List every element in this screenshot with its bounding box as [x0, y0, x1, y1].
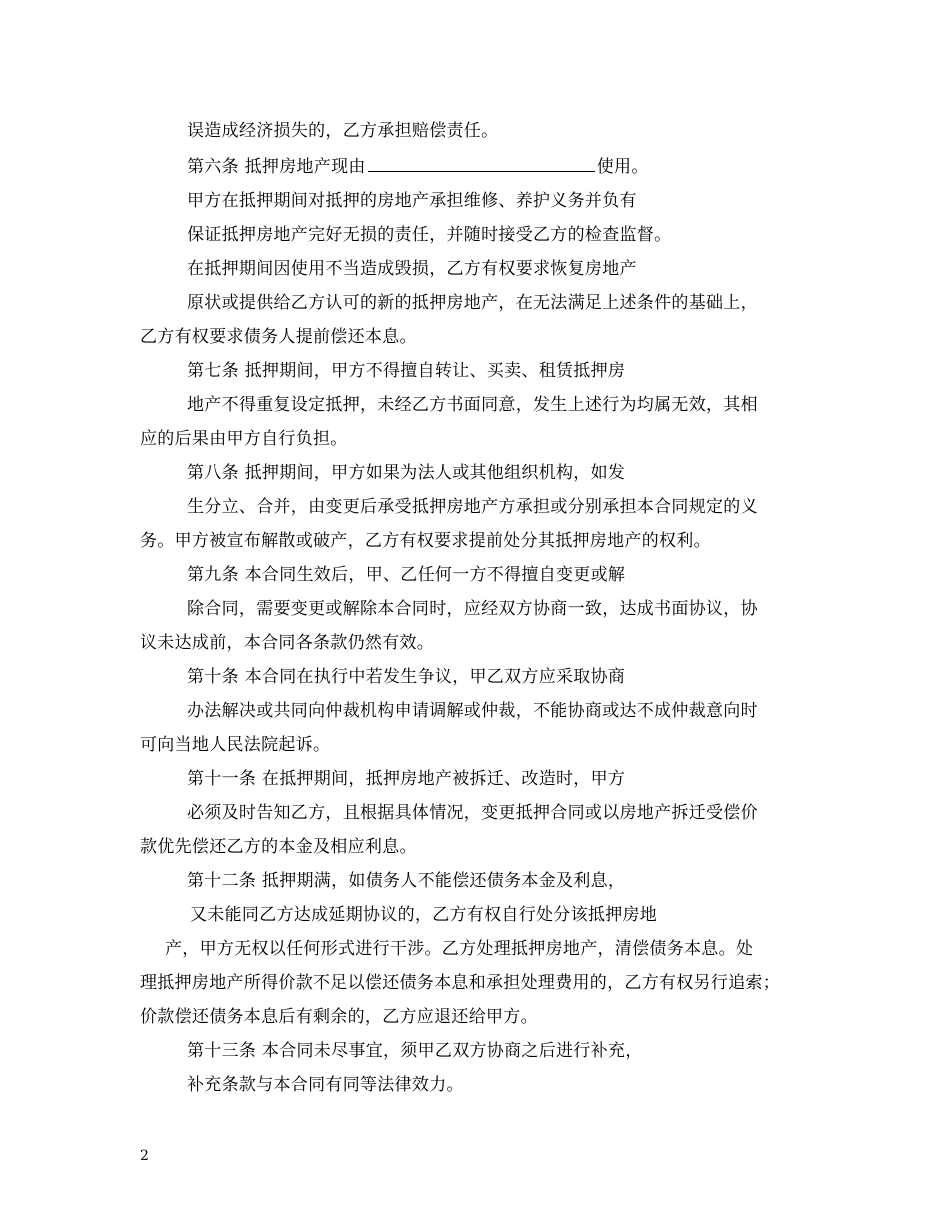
fill-in-blank[interactable] [368, 155, 595, 172]
page-number: 2 [140, 1148, 149, 1164]
text-line: 第七条 抵押期间，甲方不得擅自转让、买卖、租赁抵押房 [187, 361, 626, 381]
text-line: 除合同，需要变更或解除本合同时，应经双方协商一致，达成书面协议，协 [187, 599, 758, 619]
text-line: 应的后果由甲方自行负担。 [140, 429, 348, 449]
text-line: 乙方有权要求债务人提前偿还本息。 [140, 327, 417, 347]
text-line: 地产不得重复设定抵押，未经乙方书面同意，发生上述行为均属无效，其相 [187, 395, 758, 415]
text-line: 产，甲方无权以任何形式进行干涉。乙方处理抵押房地产，清偿债务本息。处 [165, 939, 754, 959]
text-line: 保证抵押房地产完好无损的责任，并随时接受乙方的检查监督。 [187, 225, 672, 245]
text-line: 务。甲方被宣布解散或破产，乙方有权要求提前处分其抵押房地产的权利。 [140, 531, 711, 551]
text-line: 第十二条 抵押期满，如债务人不能偿还债务本金及利息， [187, 871, 626, 891]
text-line: 第八条 抵押期间，甲方如果为法人或其他组织机构，如发 [187, 463, 626, 483]
text-line: 可向当地人民法院起诉。 [140, 735, 331, 755]
text-segment: 第六条 抵押房地产现由 [187, 157, 366, 177]
text-line: 办法解决或共同向仲裁机构申请调解或仲裁，不能协商或达不成仲裁意向时 [187, 701, 758, 721]
text-line: 款优先偿还乙方的本金及相应利息。 [140, 837, 417, 857]
text-line: 第十一条 在抵押期间，抵押房地产被拆迁、改造时，甲方 [187, 769, 626, 789]
text-line: 议未达成前，本合同各条款仍然有效。 [140, 633, 435, 653]
text-line: 第九条 本合同生效后，甲、乙任何一方不得擅自变更或解 [187, 565, 626, 585]
article-6-line [187, 155, 649, 178]
text-line: 误造成经济损失的，乙方承担赔偿责任。 [187, 121, 499, 141]
text-line: 必须及时告知乙方，且根据具体情况，变更抵押合同或以房地产拆迁受偿价 [187, 803, 758, 823]
text-line: 在抵押期间因使用不当造成毁损，乙方有权要求恢复房地产 [187, 259, 637, 279]
text-line: 又未能同乙方达成延期协议的，乙方有权自行处分该抵押房地 [190, 905, 658, 925]
text-line: 第十三条 本合同未尽事宜，须甲乙双方协商之后进行补充， [187, 1041, 643, 1061]
text-segment: 使用。 [596, 157, 649, 177]
text-line: 理抵押房地产所得价款不足以偿还债务本息和承担处理费用的，乙方有权另行追索； [140, 973, 781, 993]
text-line: 补充条款与本合同有同等法律效力。 [187, 1075, 464, 1095]
text-line: 第十条 本合同在执行中若发生争议，甲乙双方应采取协商 [187, 667, 626, 687]
text-line: 生分立、合并，由变更后承受抵押房地产方承担或分别承担本合同规定的义 [187, 497, 758, 517]
text-line: 甲方在抵押期间对抵押的房地产承担维修、养护义务并负有 [187, 191, 637, 211]
text-line: 原状或提供给乙方认可的新的抵押房地产，在无法满足上述条件的基础上， [187, 293, 758, 313]
text-line: 价款偿还债务本息后有剩余的，乙方应退还给甲方。 [140, 1007, 538, 1027]
